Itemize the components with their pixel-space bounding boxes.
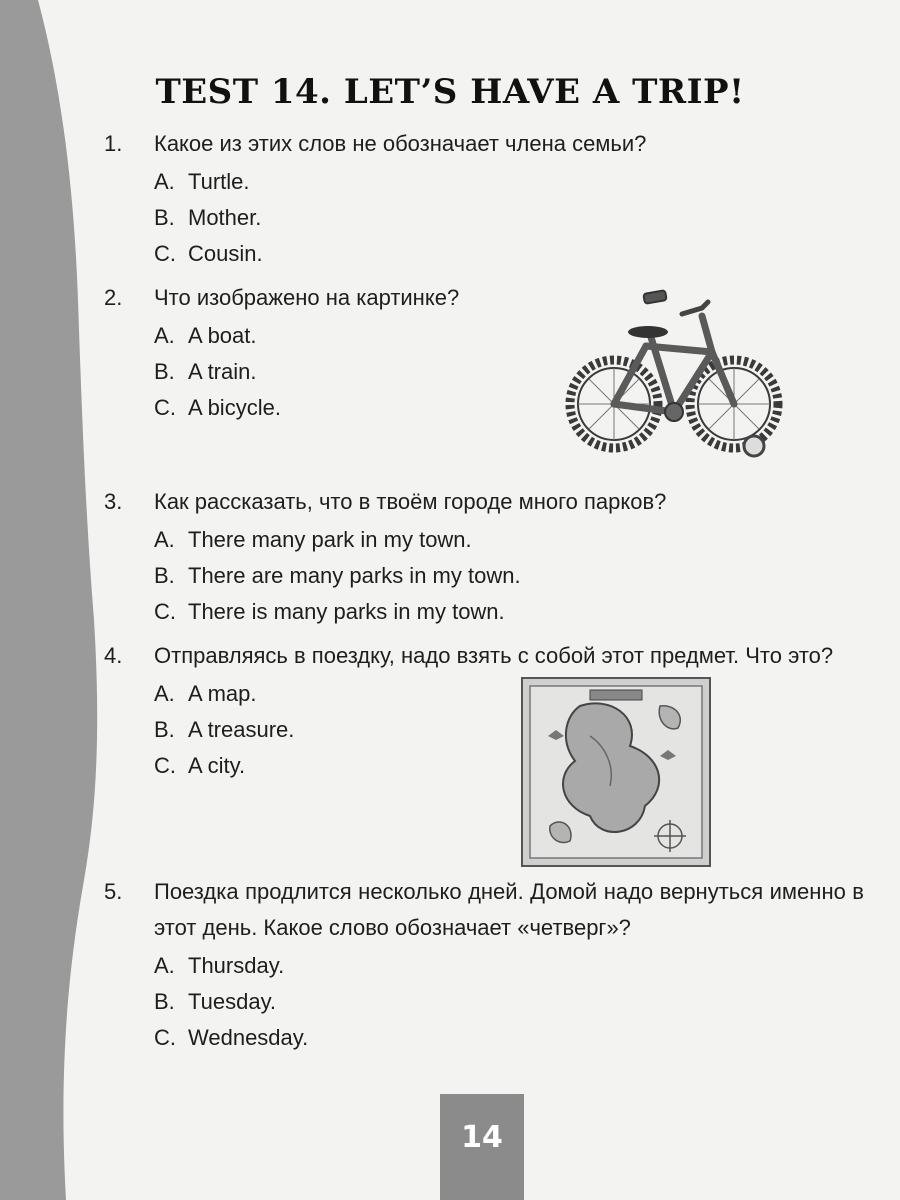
- question-4: [104, 638, 864, 784]
- option-a[interactable]: [154, 522, 864, 558]
- question-number: 4.: [104, 643, 123, 668]
- option-letter: A.: [154, 323, 175, 348]
- question-text: Что изображено на картинке?: [154, 285, 460, 310]
- option-text: A treasure.: [188, 717, 295, 742]
- option-b[interactable]: [154, 200, 864, 236]
- option-c[interactable]: [154, 594, 864, 630]
- option-a[interactable]: [154, 164, 864, 200]
- option-a[interactable]: [154, 948, 864, 984]
- option-letter: C.: [154, 241, 176, 266]
- option-text: A bicycle.: [188, 395, 281, 420]
- option-letter: B.: [154, 359, 175, 384]
- option-c[interactable]: [154, 1020, 864, 1056]
- option-letter: A.: [154, 527, 175, 552]
- question-number: 2.: [104, 285, 123, 310]
- page-title: TEST 14. LET’S HAVE A TRIP!: [155, 72, 745, 112]
- question-text: Поездка продлится несколько дней. Домой надо вернуться именно в этот день. Какое слово обозначает «четверг»?: [154, 879, 864, 940]
- question-3: [104, 484, 864, 630]
- option-c[interactable]: [154, 236, 864, 272]
- option-text: A city.: [188, 753, 246, 778]
- question-text: Как рассказать, что в твоём городе много парков?: [154, 489, 667, 514]
- option-b[interactable]: [154, 712, 864, 748]
- question-number: 3.: [104, 489, 123, 514]
- bicycle-image: [562, 286, 786, 470]
- option-letter: B.: [154, 989, 175, 1014]
- option-letter: C.: [154, 1025, 176, 1050]
- option-letter: B.: [154, 563, 175, 588]
- option-letter: A.: [154, 681, 175, 706]
- option-b[interactable]: [154, 984, 864, 1020]
- question-text: Отправляясь в поездку, надо взять с собой этот предмет. Что это?: [154, 643, 834, 668]
- option-text: A train.: [188, 359, 257, 384]
- page-side-band: [0, 0, 120, 1200]
- option-text: Cousin.: [188, 241, 263, 266]
- option-text: There is many parks in my town.: [188, 599, 505, 624]
- option-c[interactable]: [154, 748, 864, 784]
- option-text: Mother.: [188, 205, 262, 230]
- option-text: Thursday.: [188, 953, 285, 978]
- option-text: Wednesday.: [188, 1025, 309, 1050]
- option-letter: A.: [154, 169, 175, 194]
- options-list: [154, 164, 864, 272]
- option-letter: B.: [154, 717, 175, 742]
- option-text: A boat.: [188, 323, 257, 348]
- question-number: 1.: [104, 131, 123, 156]
- option-a[interactable]: [154, 676, 864, 712]
- option-b[interactable]: [154, 558, 864, 594]
- option-letter: B.: [154, 205, 175, 230]
- question-1: [104, 126, 864, 272]
- option-text: There many park in my town.: [188, 527, 472, 552]
- page-number: 14: [461, 1120, 503, 1155]
- question-text: Какое из этих слов не обозначает члена семьи?: [154, 131, 647, 156]
- option-text: A map.: [188, 681, 257, 706]
- treasure-map-image: [520, 676, 712, 868]
- option-text: Tuesday.: [188, 989, 277, 1014]
- option-letter: A.: [154, 953, 175, 978]
- question-5: [104, 874, 864, 1056]
- page-number-tab: [440, 1094, 524, 1200]
- option-letter: C.: [154, 753, 176, 778]
- options-list: [154, 948, 864, 1056]
- question-number: 5.: [104, 879, 123, 904]
- option-letter: C.: [154, 395, 176, 420]
- options-list: [154, 676, 864, 784]
- option-text: Turtle.: [188, 169, 250, 194]
- option-letter: C.: [154, 599, 176, 624]
- option-text: There are many parks in my town.: [188, 563, 521, 588]
- options-list: [154, 522, 864, 630]
